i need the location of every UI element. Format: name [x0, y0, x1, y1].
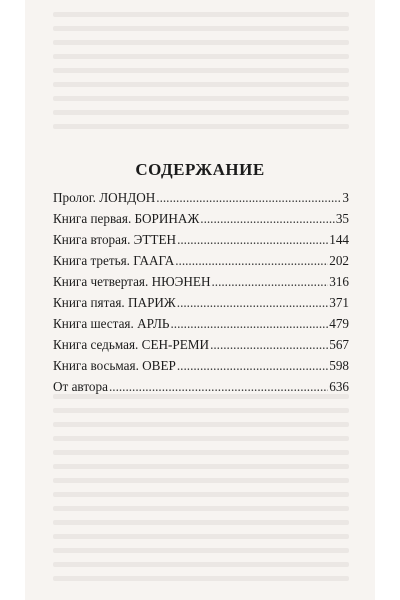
toc-entry-label: Книга восьмая. ОВЕР: [53, 358, 176, 373]
toc-leader-dots: [175, 253, 328, 269]
toc-leader-dots: [177, 358, 328, 374]
toc-leader-dots: [211, 274, 328, 290]
toc-entry: [53, 274, 349, 295]
toc-entry-page: 636: [329, 379, 349, 394]
bleed-through-text-top: [25, 6, 375, 144]
toc-title: СОДЕРЖАНИЕ: [135, 160, 265, 179]
bleed-through-text-bottom: [25, 390, 375, 600]
toc-leader-dots: [210, 337, 328, 353]
toc-entry-page: 35: [335, 211, 349, 226]
toc-entry-label: Книга вторая. ЭТТЕН: [53, 232, 177, 247]
toc-entry-page: 371: [329, 295, 349, 310]
toc-entry-label: Книга пятая. ПАРИЖ: [53, 295, 176, 310]
toc-leader-dots: [200, 211, 335, 227]
toc-entry-label: Книга первая. БОРИНАЖ: [53, 211, 200, 226]
toc-entry: [53, 358, 349, 379]
toc-entry-page: 598: [329, 358, 349, 373]
toc-entry-page: 567: [329, 337, 349, 352]
toc-entry-page: 3: [342, 190, 349, 205]
toc-entry-label: Книга шестая. АРЛЬ: [53, 316, 170, 331]
toc-entry: [53, 316, 349, 337]
toc-entry: [53, 211, 349, 232]
toc-entry: [53, 295, 349, 316]
book-page: [25, 0, 375, 600]
toc-entry-page: 144: [329, 232, 349, 247]
toc-entry-page: 479: [329, 316, 349, 331]
toc-leader-dots: [177, 232, 328, 248]
toc-leader-dots: [156, 190, 341, 206]
toc-entry: [53, 190, 349, 211]
toc-entry-page: 202: [329, 253, 349, 268]
toc-entry-label: Пролог. ЛОНДОН: [53, 190, 156, 205]
toc-entry-label: Книга четвертая. НЮЭНЕН: [53, 274, 211, 289]
toc-entry: [53, 232, 349, 253]
toc-leader-dots: [170, 316, 328, 332]
toc-entry: [53, 253, 349, 274]
toc-entry-label: От автора: [53, 379, 108, 394]
toc-entry-page: 316: [329, 274, 349, 289]
toc-entry: [53, 337, 349, 358]
toc-leader-dots: [177, 295, 328, 311]
toc-entry-label: Книга седьмая. СЕН-РЕМИ: [53, 337, 210, 352]
toc-entry-label: Книга третья. ГААГА: [53, 253, 175, 268]
toc-list: [53, 190, 349, 400]
